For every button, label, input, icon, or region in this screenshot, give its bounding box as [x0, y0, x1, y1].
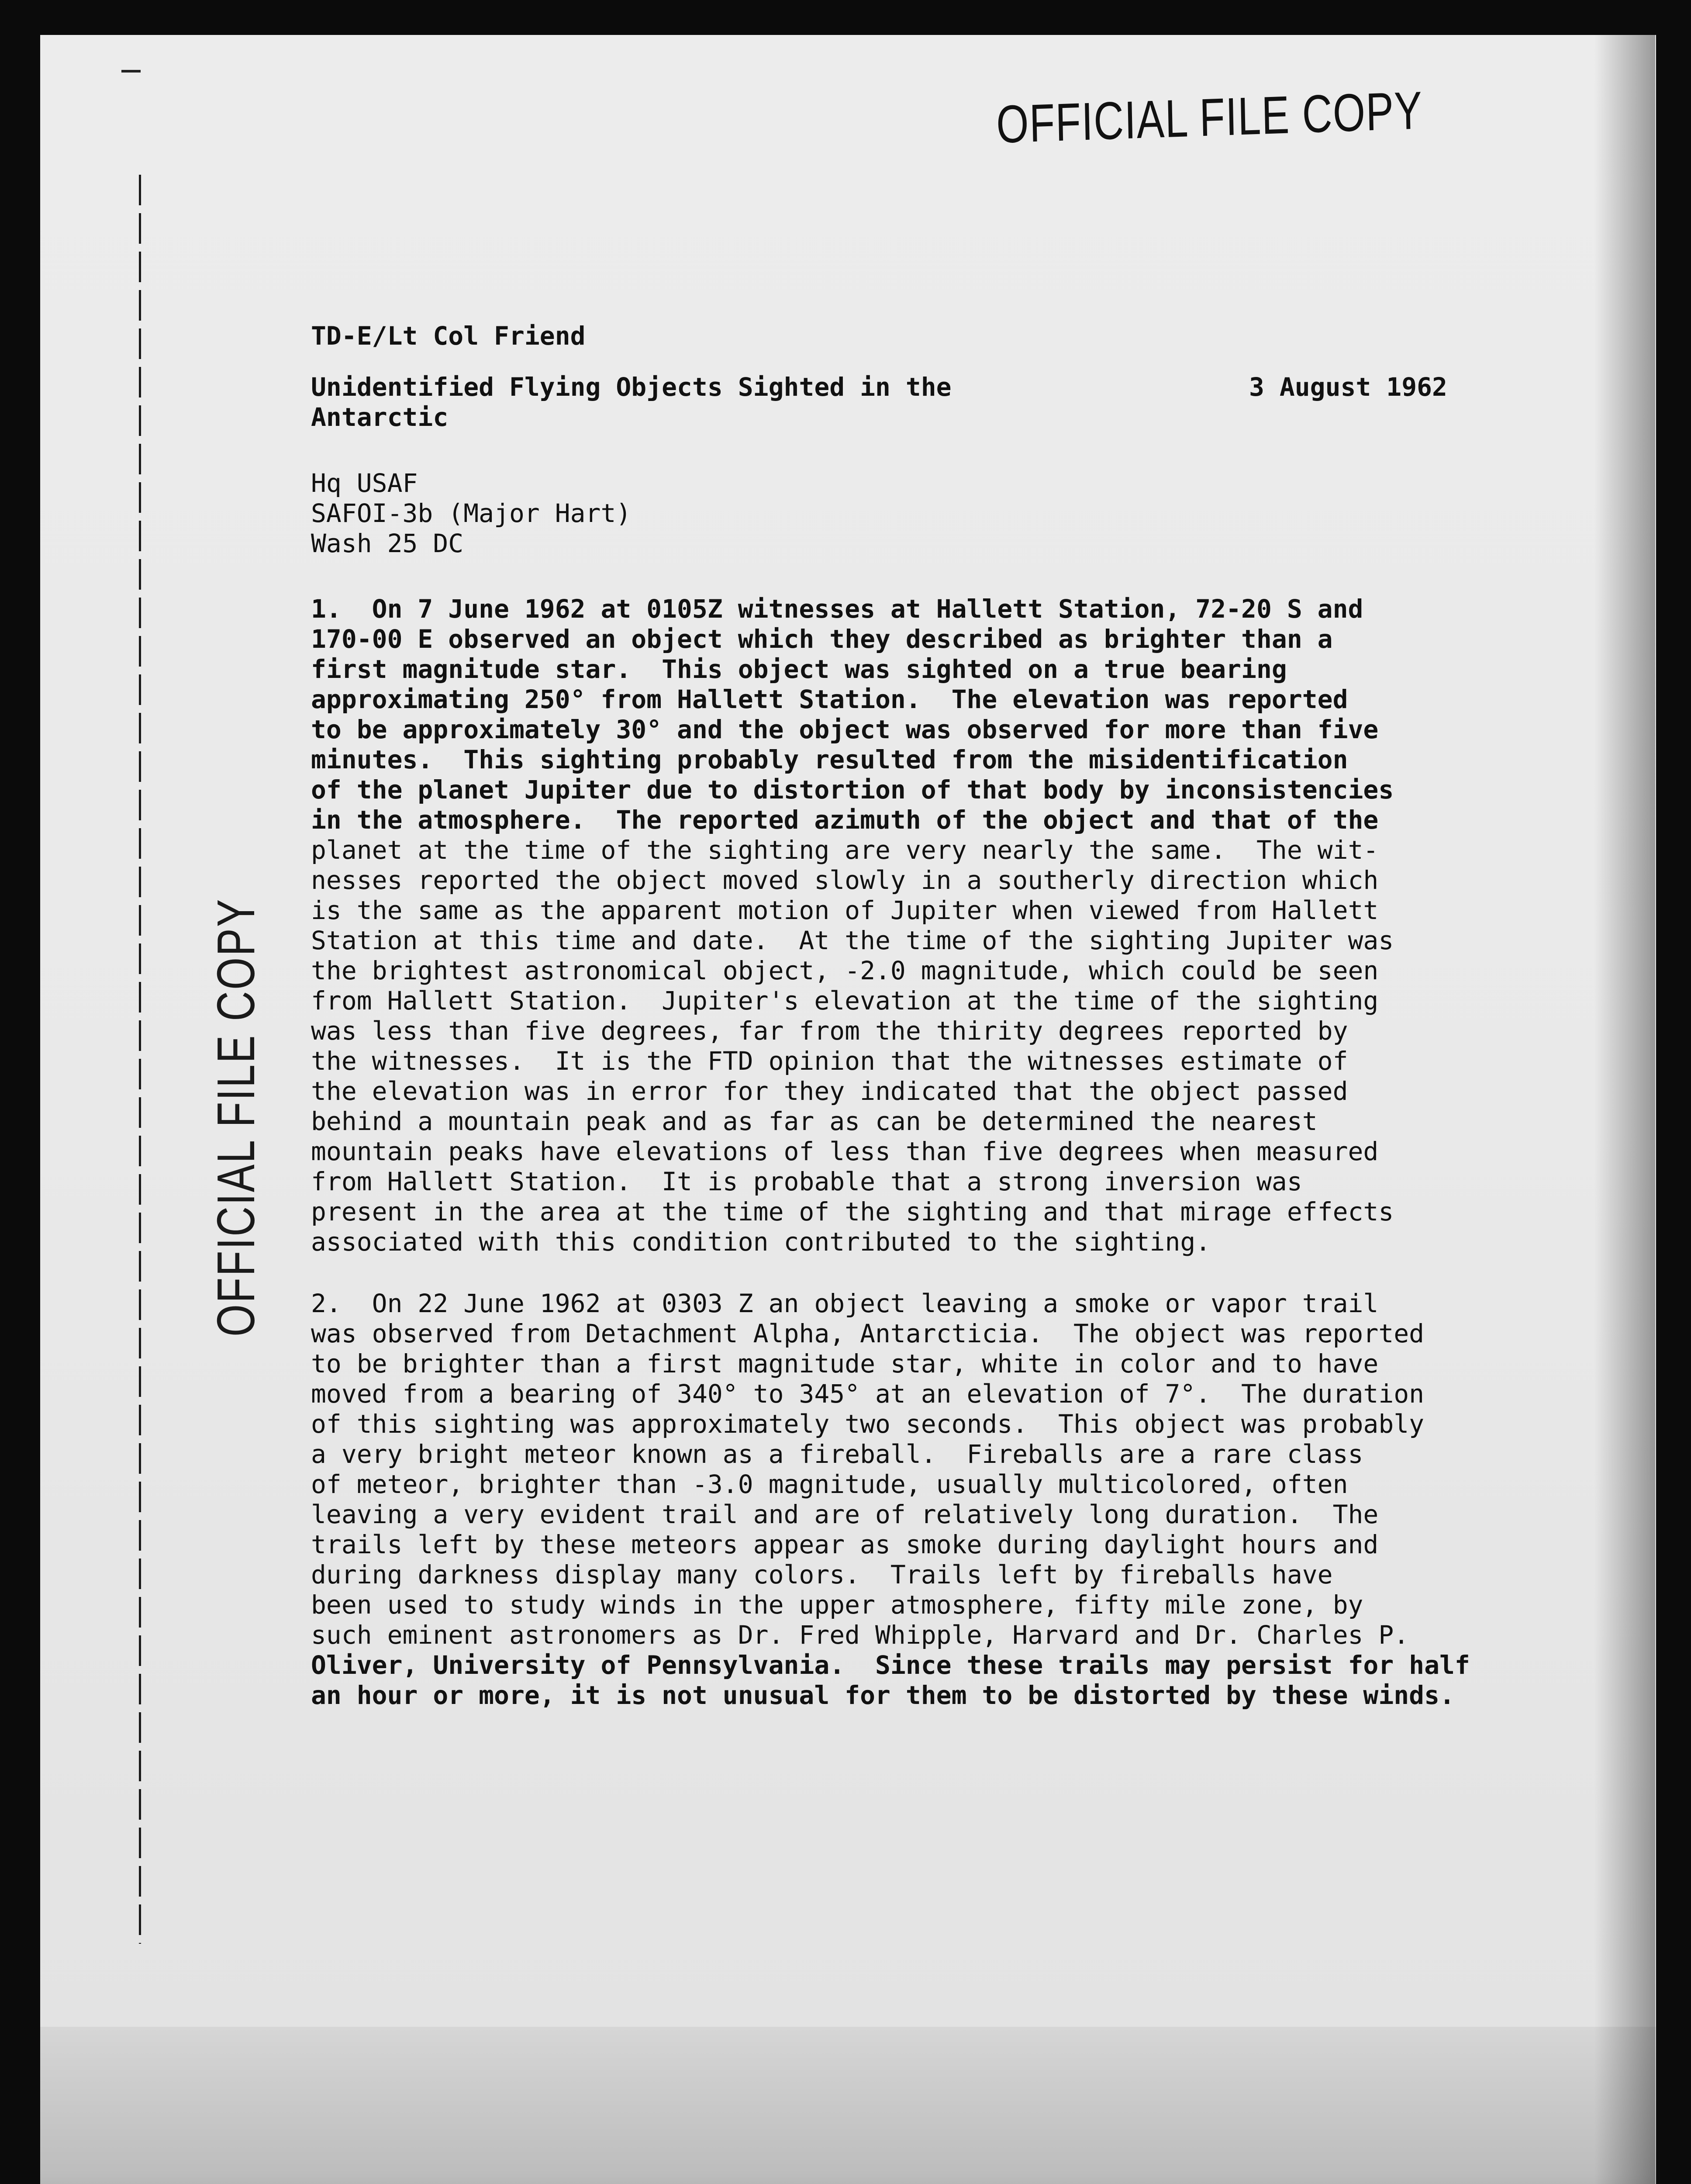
paragraph-1-line: planet at the time of the sighting are very nearly the same. The wit-: [311, 835, 1379, 865]
paragraph-1-line: is the same as the apparent motion of Jupiter when viewed from Hallett: [311, 895, 1379, 925]
paragraph-1-line: behind a mountain peak and as far as can be determined the nearest: [311, 1106, 1318, 1136]
margin-rule: [139, 175, 141, 1944]
paragraph-1-line: nesses reported the object moved slowly in a southerly direction which: [311, 865, 1379, 895]
paragraph-1-line: first magnitude star. This object was sighted on a true bearing: [311, 654, 1287, 684]
addressee-line-3: Wash 25 DC: [311, 529, 464, 558]
paragraph-1-line: from Hallett Station. It is probable that a strong inversion was: [311, 1167, 1302, 1196]
paragraph-2-line: an hour or more, it is not unusual for them to be distorted by these winds.: [311, 1680, 1455, 1710]
paragraph-2-line: was observed from Detachment Alpha, Antarcticia. The object was reported: [311, 1319, 1425, 1348]
paragraph-2-line: trails left by these meteors appear as smoke during daylight hours and: [311, 1530, 1379, 1559]
paragraph-1-line: minutes. This sighting probably resulted from the misidentification: [311, 745, 1348, 774]
paragraph-1-line: to be approximately 30° and the object was observed for more than five: [311, 715, 1379, 744]
paragraph-2-line: leaving a very evident trail and are of relatively long duration. The: [311, 1500, 1379, 1529]
memo-subject-line-1: Unidentified Flying Objects Sighted in the: [311, 372, 952, 402]
paragraph-2-line: Oliver, University of Pennsylvania. Since these trails may persist for half: [311, 1650, 1470, 1680]
paragraph-1-line: the witnesses. It is the FTD opinion that the witnesses estimate of: [311, 1046, 1348, 1076]
paragraph-2-line: during darkness display many colors. Trails left by fireballs have: [311, 1560, 1333, 1590]
paragraph-1-line: present in the area at the time of the sighting and that mirage effects: [311, 1197, 1394, 1227]
paragraph-1-line: approximating 250° from Hallett Station. The elevation was reported: [311, 684, 1348, 714]
paragraph-2-line: a very bright meteor known as a fireball. Fireballs are a rare class: [311, 1439, 1363, 1469]
paragraph-2-line: 2. On 22 June 1962 at 0303 Z an object leaving a smoke or vapor trail: [311, 1289, 1379, 1318]
paragraph-1-line: the brightest astronomical object, -2.0 magnitude, which could be seen: [311, 956, 1379, 985]
official-file-copy-stamp-side: OFFICIAL FILE COPY: [206, 898, 266, 1337]
page-edge-shadow: [1594, 35, 1655, 2184]
memo-date: 3 August 1962: [1249, 372, 1447, 402]
paragraph-1-line: 170-00 E observed an object which they described as brighter than a: [311, 624, 1333, 654]
paragraph-2-line: moved from a bearing of 340° to 345° at an elevation of 7°. The duration: [311, 1379, 1425, 1409]
paragraph-1-line: Station at this time and date. At the time of the sighting Jupiter was: [311, 926, 1394, 955]
paragraph-1-line: from Hallett Station. Jupiter's elevation at the time of the sighting: [311, 986, 1379, 1016]
addressee-line-2: SAFOI-3b (Major Hart): [311, 498, 632, 528]
paragraph-1-line: was less than five degrees, far from the thirity degrees reported by: [311, 1016, 1348, 1046]
official-file-copy-stamp-top: OFFICIAL FILE COPY: [996, 80, 1423, 154]
memo-from: TD-E/Lt Col Friend: [311, 321, 586, 351]
paragraph-2-line: been used to study winds in the upper atmosphere, fifty mile zone, by: [311, 1590, 1363, 1620]
memo-subject-line-2: Antarctic: [311, 402, 449, 432]
photocopy-shadow: [40, 2027, 1656, 2184]
paragraph-1-line: 1. On 7 June 1962 at 0105Z witnesses at Hallett Station, 72-20 S and: [311, 594, 1363, 624]
paragraph-1-line: associated with this condition contributed to the sighting.: [311, 1227, 1211, 1257]
paragraph-1-line: in the atmosphere. The reported azimuth of the object and that of the: [311, 805, 1379, 835]
margin-mark: [121, 70, 141, 73]
paragraph-1-line: the elevation was in error for they indicated that the object passed: [311, 1076, 1348, 1106]
paragraph-2-line: of this sighting was approximately two seconds. This object was probably: [311, 1409, 1425, 1439]
paragraph-2-line: of meteor, brighter than -3.0 magnitude, usually multicolored, often: [311, 1469, 1348, 1499]
addressee-line-1: Hq USAF: [311, 468, 418, 498]
paragraph-2-line: to be brighter than a first magnitude star, white in color and to have: [311, 1349, 1379, 1379]
paragraph-2-line: such eminent astronomers as Dr. Fred Whipple, Harvard and Dr. Charles P.: [311, 1620, 1409, 1650]
paragraph-1-line: mountain peaks have elevations of less than five degrees when measured: [311, 1137, 1379, 1166]
paragraph-1-line: of the planet Jupiter due to distortion of that body by inconsistencies: [311, 775, 1394, 805]
